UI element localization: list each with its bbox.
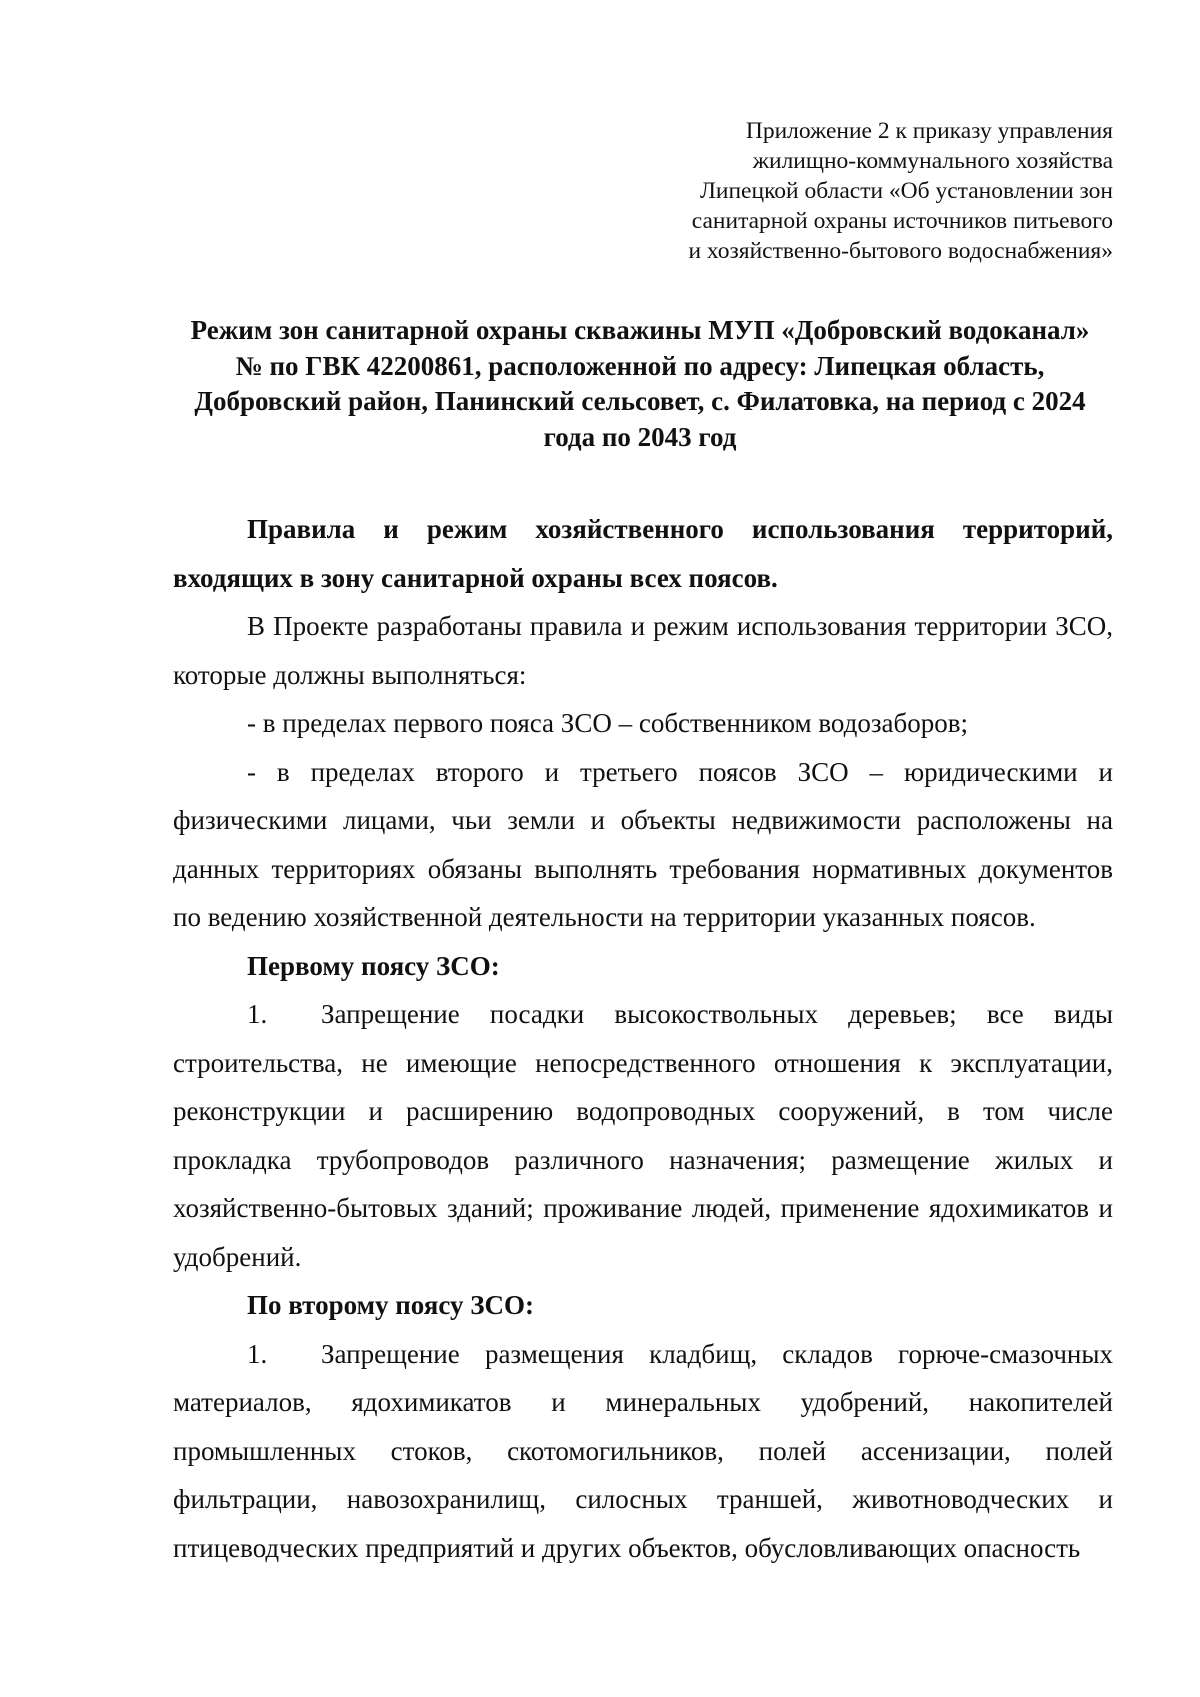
section-heading: Правила и режим хозяйственного использования территорий, входящих в зону санитарной охраны всех поясов. (173, 514, 1113, 593)
title-line: года по 2043 год (543, 421, 737, 452)
appendix-line: и хозяйственно-бытового водоснабжения» (688, 238, 1113, 264)
document-title (140, 313, 1140, 455)
appendix-line: Приложение 2 к приказу управления (745, 118, 1113, 144)
second-belt-item (173, 1330, 1113, 1573)
bullet-first-belt: - в пределах первого пояса ЗСО – собственником водозаборов; (247, 708, 968, 738)
title-line: Добровский район, Панинский сельсовет, с. Филатовка, на период с 2024 (194, 386, 1086, 416)
appendix-note (600, 116, 1113, 266)
title-line: Режим зон санитарной охраны скважины МУП «Добровский водоканал» (190, 315, 1090, 345)
first-belt-item (173, 990, 1113, 1281)
title-line: № по ГВК 42200861, расположенной по адресу: Липецкая область, (235, 350, 1045, 381)
appendix-line: жилищно-коммунального хозяйства (752, 148, 1113, 174)
item-text: Запрещение размещения кладбищ, складов горюче-смазочных материалов, ядохимикатов и минеральных удобрений, накопителей промышленных стоков, скотомогильников, полей ассенизации, полей фильтрации, навозохранилищ, силосных траншей, животноводческих и птицеводческих предприятий и других объектов, обусловливающих опасность (173, 1338, 1113, 1563)
item-number: 1. (247, 999, 268, 1029)
document-body (173, 505, 1113, 1572)
intro-paragraph: В Проекте разработаны правила и режим использования территории ЗСО, которые должны выполняться: (173, 611, 1113, 690)
bullet-second-third-belt: - в пределах второго и третьего поясов ЗСО – юридическими и физическими лицами, чьи земли и объекты недвижимости расположены на данных территориях обязаны выполнять требования нормативных документов по ведению хозяйственной деятельности на территории указанных поясов. (173, 756, 1113, 932)
appendix-line: Липецкой области «Об установлении зон (699, 178, 1113, 204)
item-number: 1. (247, 1338, 268, 1369)
appendix-line: санитарной охраны источников питьевого (691, 208, 1113, 234)
item-text: Запрещение посадки высокоствольных деревьев; все виды строительства, не имеющие непосредственного отношения к эксплуатации, реконструкции и расширению водопроводных сооружений, в том числе прокладка трубопроводов различного назначения; размещение жилых и хозяйственно-бытовых зданий; проживание людей, применение ядохимикатов и удобрений. (173, 999, 1113, 1272)
first-belt-heading: Первому поясу ЗСО: (247, 950, 500, 981)
second-belt-heading: По второму поясу ЗСО: (247, 1290, 534, 1320)
